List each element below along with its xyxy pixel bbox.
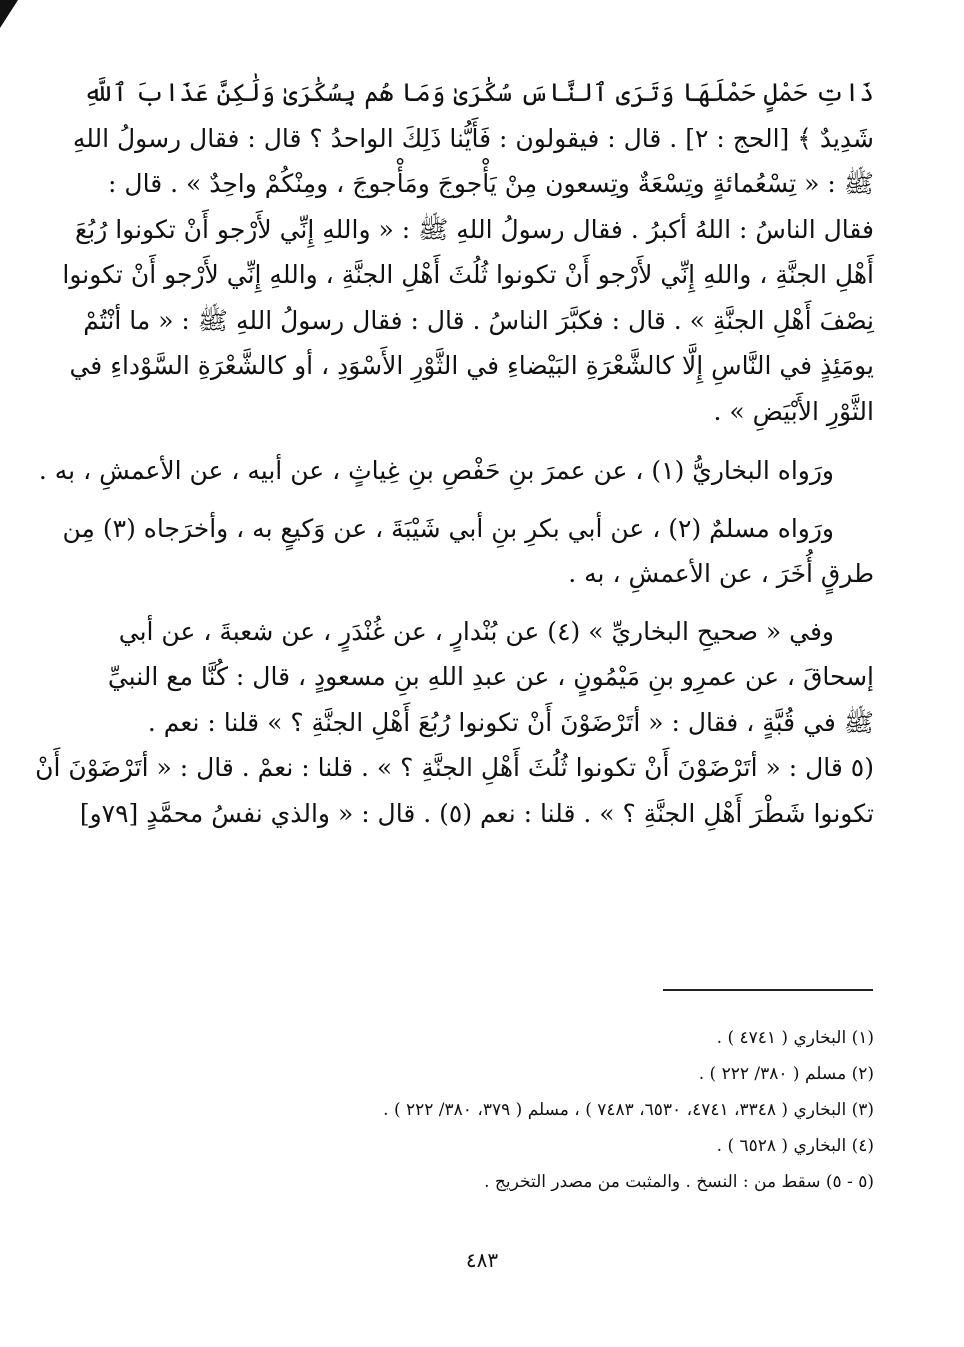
- page-corner-mark: [0, 0, 18, 28]
- footnote-2: (٢) مسلم ( ٣٨٠/ ٢٢٢ ) .: [698, 1064, 874, 1084]
- text-line: وفي « صحيحِ البخاريِّ » (٤) عن بُنْدارٍ ، عن غُنْدَرٍ ، عن شعبةَ ، عن أبي: [118, 616, 834, 646]
- page-number: ٤٨٣: [465, 1248, 499, 1272]
- text-line: ورَواه مسلمٌ (٢) ، عن أبي بكرِ بنِ أبي شَيْبَةَ ، عن وَكيعٍ به ، وأخرَجاه (٣) مِن: [62, 513, 834, 543]
- footnote-4: (٤) البخاري ( ٦٥٢٨ ) .: [716, 1136, 874, 1156]
- text-line: ذَاتِ حَمْلٍ حَمْلَهَا وَتَرَى ٱلنَّاسَ سُكَٰرَىٰ وَمَا هُم بِسُكَٰرَىٰ وَلَٰكِنَّ عَذَابَ ٱللَّهِ: [83, 78, 874, 107]
- footnote-5: (٥ - ٥) سقط من : النسخ . والمثبت من مصدر التخريج .: [484, 1172, 874, 1192]
- text-line: أَهْلِ الجنَّةِ ، واللهِ إِنِّي لأَرْجو أَنْ تكونوا ثُلُثَ أَهْلِ الجنَّةِ ، واللهِ إِنِّي لأَرْجو أَنْ تكونوا: [62, 260, 874, 289]
- text-line: الثَّوْرِ الأَبْيَضِ » .: [713, 396, 874, 426]
- footnote-1: (١) البخاري ( ٤٧٤١ ) .: [716, 1028, 874, 1048]
- text-line: إسحاقَ ، عن عمرِو بنِ مَيْمُونٍ ، عن عبدِ اللهِ بنِ مسعودٍ ، قال : كُنَّا مع النبيِّ: [107, 662, 874, 691]
- text-line: نِصْفَ أَهْلِ الجنَّةِ » . قال : فكبَّرَ الناسُ . قال : فقال رسولُ اللهِ ﷺ : « ما أنْتُمْ: [83, 305, 874, 335]
- text-line: يومَئِذٍ في النَّاسِ إِلَّا كالشَّعْرَةِ البَيْضاءِ في الثَّوْرِ الأَسْوَدِ ، أو كالشَّعْرَةِ السَّوْداءِ في: [69, 351, 874, 380]
- text-line: ورَواه البخاريُّ (١) ، عن عمرَ بنِ حَفْصِ بنِ غِياثٍ ، عن أبيه ، عن الأعمشِ ، به .: [38, 456, 834, 485]
- page-body: [35, 70, 874, 836]
- footnote-3: (٣) البخاري ( ٣٣٤٨، ٤٧٤١، ٦٥٣٠، ٧٤٨٣ ) ، مسلم ( ٣٧٩، ٣٨٠/ ٢٢٢ ) .: [383, 1100, 874, 1120]
- footnote-separator: [663, 989, 873, 991]
- text-line: ﷺ : « تِسْعُمائةٍ وتِسْعَةٌ وتِسعون مِنْ يَأْجوجَ ومَأْجوجَ ، ومِنْكُمْ واحِدٌ » . قال :: [108, 169, 874, 198]
- text-line: طرقٍ أُخَرَ ، عن الأعمشِ ، به .: [568, 559, 874, 588]
- paragraph-sahih-bukhari: [35, 609, 874, 837]
- text-line: ﷺ في قُبَّةٍ ، فقال : « أتَرْضَوْنَ أَنْ تكونوا رُبُعَ أَهْلِ الجنَّةِ ؟ » قلنا : نعم .: [147, 707, 874, 737]
- paragraph-muslim-narration: [62, 506, 874, 597]
- text-line: شَدِيدٌ ﴾ [الحج : ٢] . قال : فيقولون : فَأَيُّنا ذَلِكَ الواحدُ ؟ قال : فقال رسولُ اللهِ: [72, 123, 874, 153]
- footnotes: [158, 1020, 874, 1200]
- paragraph-hadith-text: [62, 70, 874, 434]
- text-line: (٥ قال : « أتَرْضَوْنَ أَنْ تكونوا ثُلُثَ أَهْلِ الجنَّةِ ؟ » . قلنا : نعمْ . قال : « أتَرْضَوْنَ أَنْ: [35, 753, 874, 782]
- text-line: فقال الناسُ : اللهُ أكبرُ . فقال رسولُ اللهِ ﷺ : « واللهِ إِنِّي لأَرْجو أَنْ تكونوا رُبُعَ: [74, 214, 874, 244]
- paragraph-bukhari-narration: [38, 448, 874, 494]
- text-line: تكونوا شَطْرَ أَهْلِ الجنَّةِ ؟ » . قلنا : نعم (٥) . قال : « والذي نفسُ محمَّدٍ [٧٩و]: [79, 798, 874, 828]
